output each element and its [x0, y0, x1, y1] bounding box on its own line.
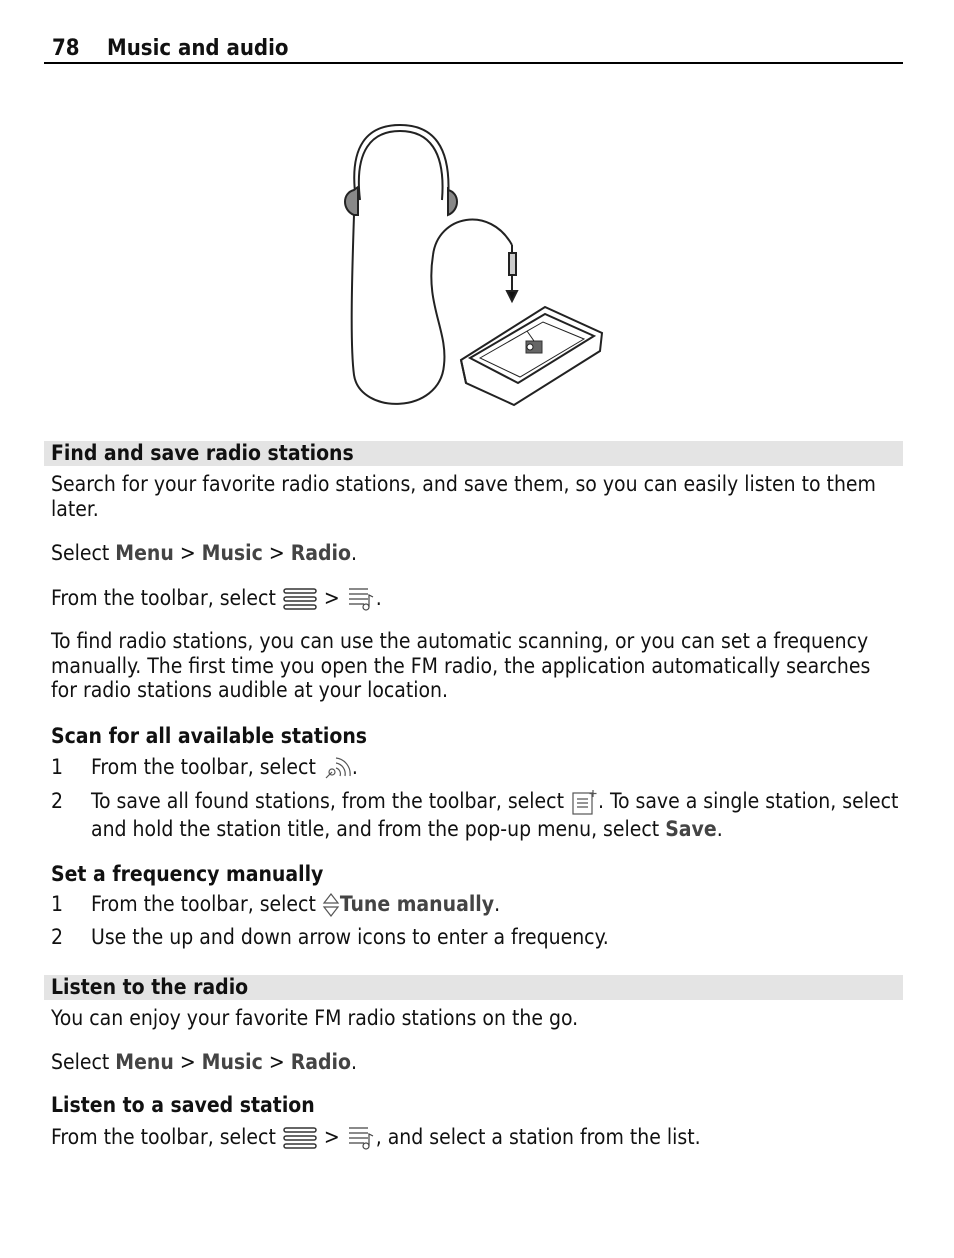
chapter-title: Music and audio	[107, 36, 289, 61]
manual-page: 78 Music and audio Find and save radio stations Search for your favorite radio stations, and save them, so you can easily listen to them later. Select Menu > Music > Radio. From the toolbar, select > . To find radio stations, you can use the automatic scanning, or you can set a frequency manually. The first time you open the FM radio, the application automatically searches for radio stations audible at your location. Scan for all available stations 1 From the toolbar, select . 2 To save all found stations, from the toolbar, select . To save a single station, select and hold the station title, and from the pop-up menu, select Save. Set a frequency manually 1 From the toolbar, select Tune manually. 2 Use the up and down arrow icons to enter a frequency. Listen to the radio You can enjoy your favorite FM radio stations on the go. Select Menu > Music > Radio. Listen to a saved station From the toolbar, select > , and select a station from the list.	[0, 0, 954, 1258]
tune-manually-icon[interactable]	[322, 891, 340, 919]
menu-list-icon[interactable]	[282, 586, 318, 612]
headphones-device-illustration	[330, 115, 620, 420]
menu-list-icon[interactable]	[282, 1125, 318, 1151]
menu-link[interactable]: Menu	[115, 1050, 174, 1074]
music-link[interactable]: Music	[201, 1050, 263, 1074]
section-find-save	[44, 441, 903, 466]
section-title: Find and save radio stations	[51, 441, 354, 465]
save-all-icon[interactable]	[570, 788, 598, 816]
scan-heading: Scan for all available stations	[51, 724, 368, 748]
find-toolbar-instruction: From the toolbar, select > .	[51, 585, 901, 613]
find-paragraph: To find radio stations, you can use the automatic scanning, or you can set a frequency manually. The first time you open the FM radio, the application automatically searches for radio stations audible at your location.	[51, 629, 871, 702]
menu-link[interactable]: Menu	[115, 541, 174, 565]
find-select-path: Select Menu > Music > Radio.	[51, 541, 357, 565]
section-listen	[44, 975, 903, 1000]
station-list-icon[interactable]	[346, 585, 376, 613]
manual-heading: Set a frequency manually	[51, 862, 324, 886]
radio-link[interactable]: Radio	[290, 1050, 351, 1074]
saved-instruction: From the toolbar, select > , and select a station from the list.	[51, 1124, 901, 1152]
radio-link[interactable]: Radio	[290, 541, 351, 565]
listen-select-path: Select Menu > Music > Radio.	[51, 1050, 357, 1074]
listen-intro: You can enjoy your favorite FM radio stations on the go.	[51, 1006, 579, 1030]
saved-heading: Listen to a saved station	[51, 1093, 315, 1117]
music-link[interactable]: Music	[201, 541, 263, 565]
station-list-icon[interactable]	[346, 1124, 376, 1152]
find-intro: Search for your favorite radio stations, and save them, so you can easily listen to them later.	[51, 472, 876, 521]
page-header	[44, 34, 903, 64]
tune-manually-option[interactable]: Tune manually	[339, 892, 495, 916]
section-title: Listen to the radio	[51, 975, 249, 999]
scan-icon[interactable]	[322, 754, 352, 782]
save-option[interactable]: Save	[665, 817, 717, 841]
page-number: 78	[52, 36, 80, 61]
